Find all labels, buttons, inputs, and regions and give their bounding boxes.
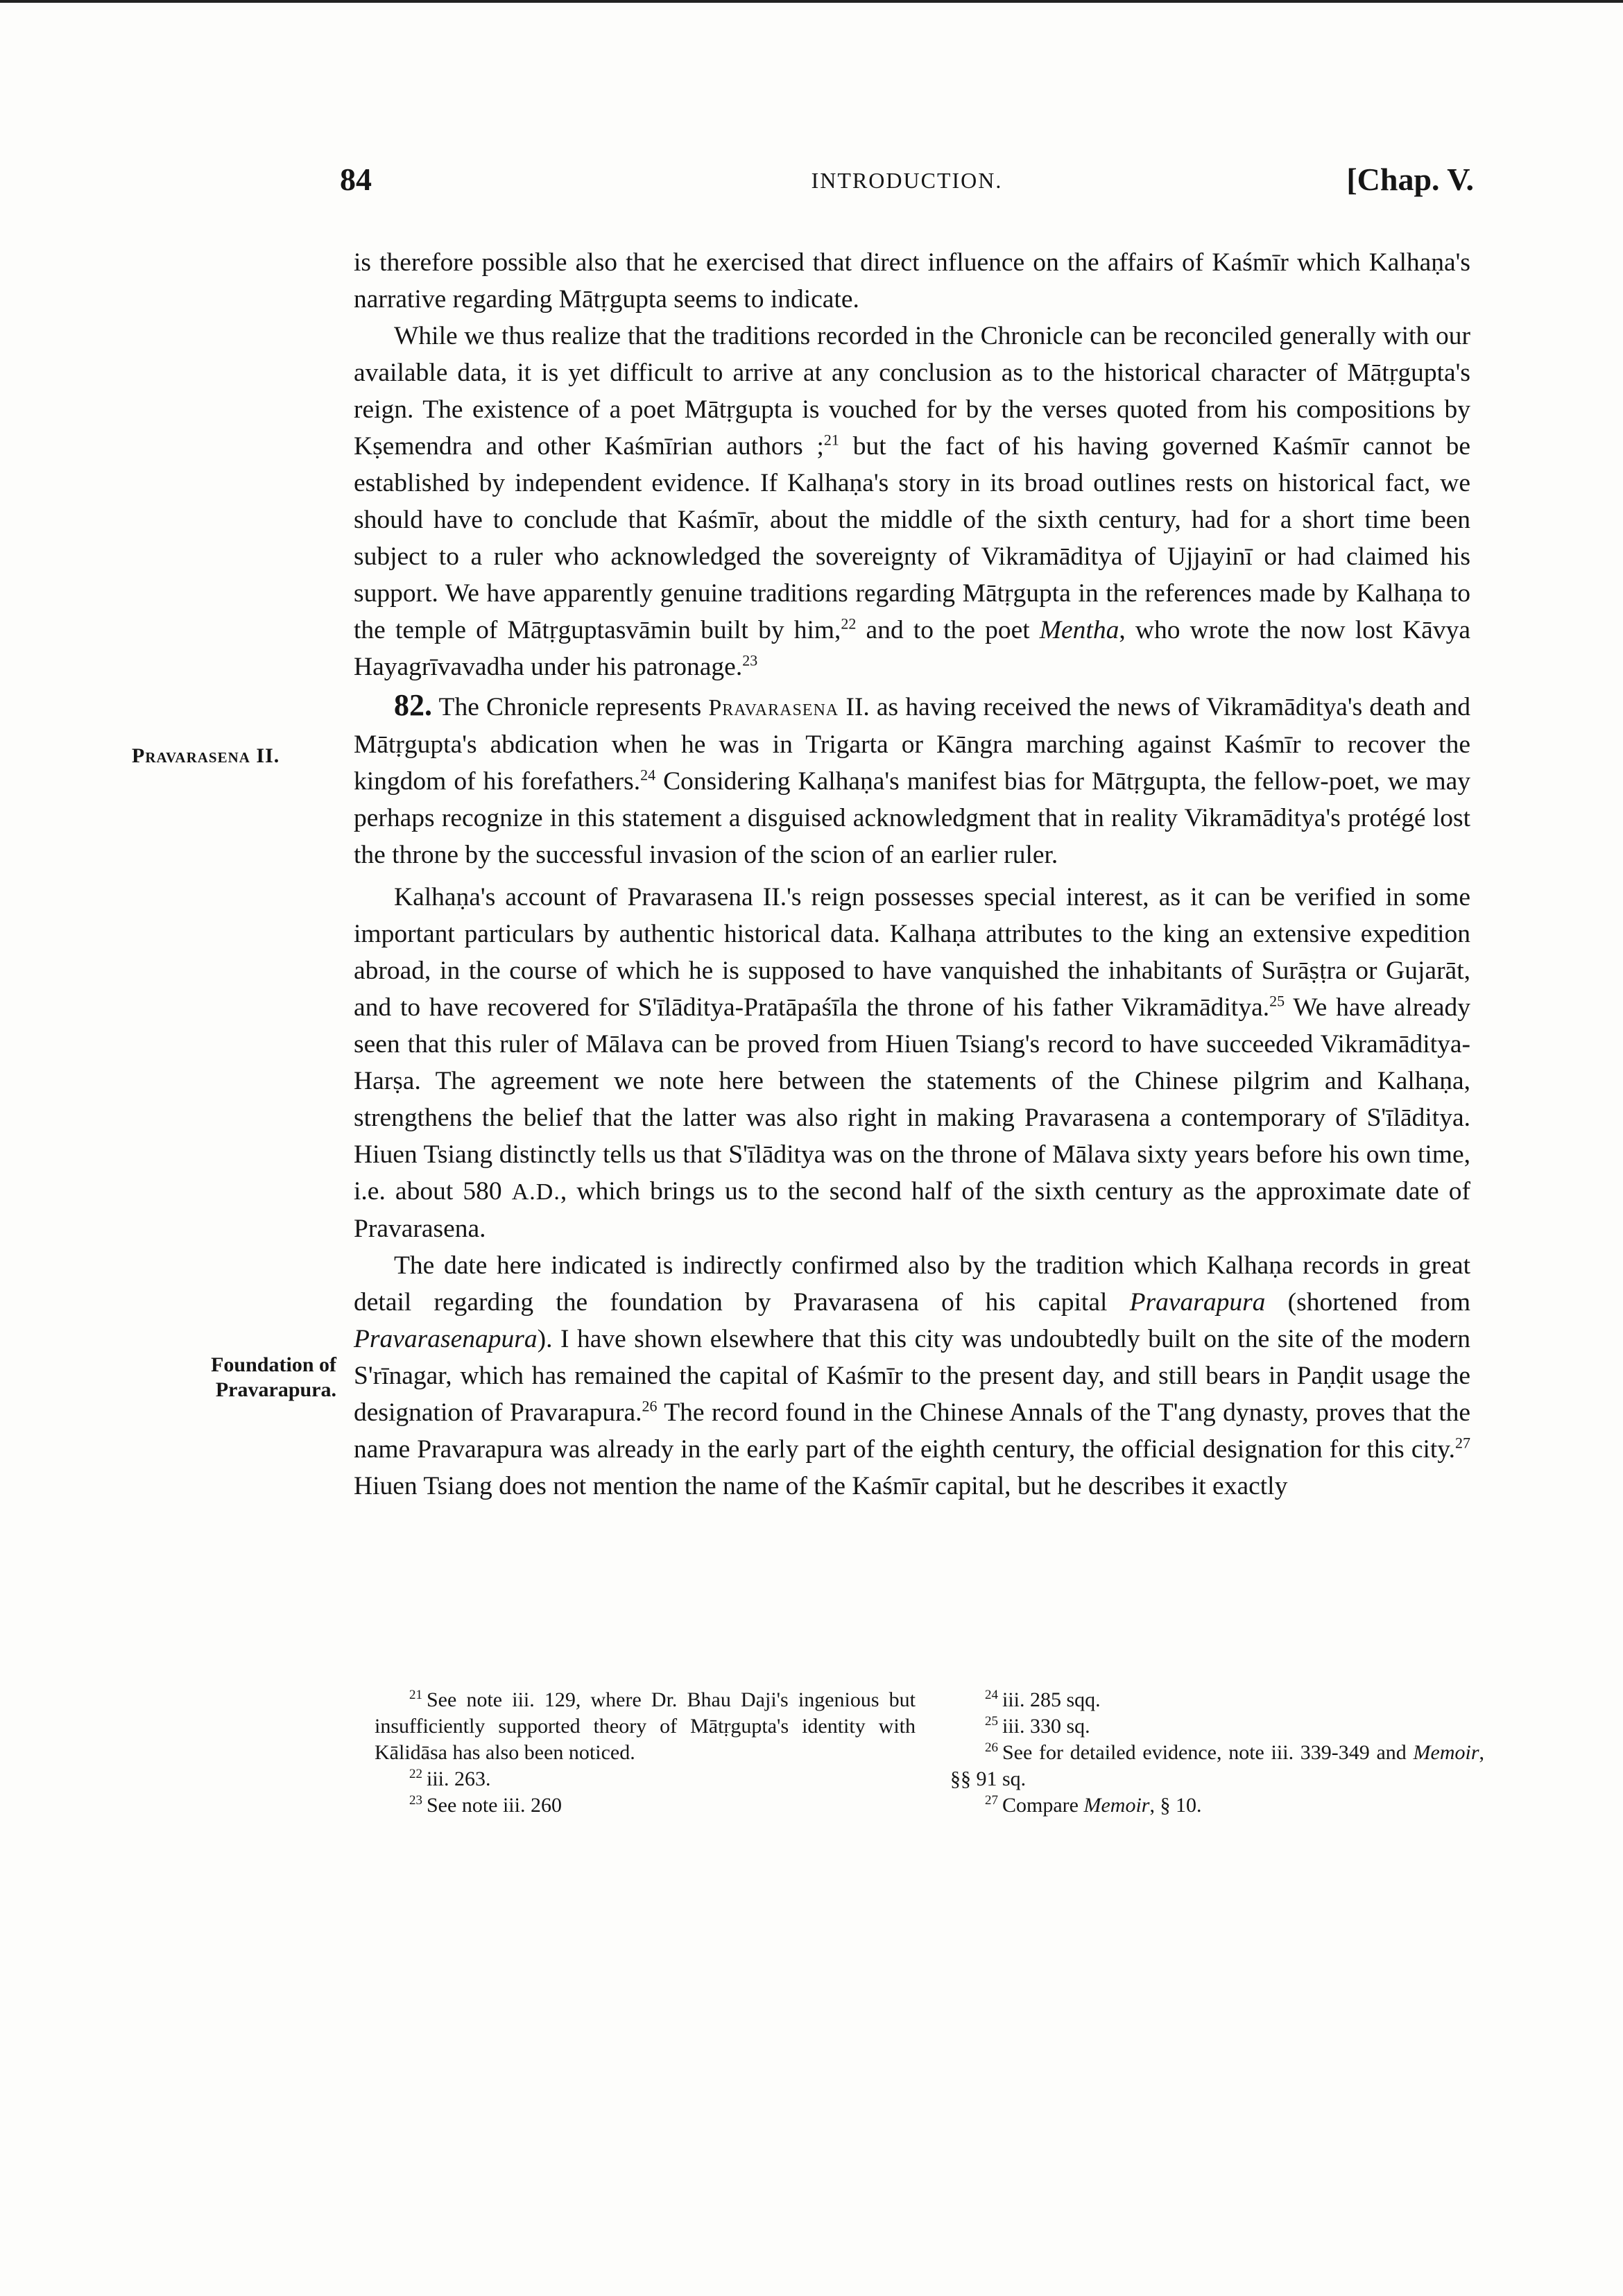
paragraph-text: Hiuen Tsiang does not mention the name of the Kaśmīr capital, but he describes it exactly bbox=[354, 1472, 1288, 1500]
footnotes-right-column bbox=[950, 1687, 1484, 1819]
italic-pravarapura: Pravarapura bbox=[1129, 1288, 1266, 1317]
footnote-text: , §§ 91 sq. bbox=[950, 1741, 1484, 1790]
side-note-foundation bbox=[132, 1353, 336, 1403]
paragraph-text: is therefore possible also that he exercised that direct influence on the affairs of Kaśmīr which Kalhaṇa's narrative regarding Mātṛgupta seems to indicate. bbox=[354, 248, 1470, 314]
footnote-23 bbox=[375, 1792, 916, 1819]
page-header bbox=[340, 161, 1474, 216]
footnote-25 bbox=[950, 1713, 1484, 1740]
running-title: INTRODUCTION. bbox=[811, 168, 1003, 193]
footnote-text: See note iii. 260 bbox=[427, 1794, 562, 1817]
footnote-mark: 23 bbox=[409, 1793, 422, 1808]
paragraph-text: Considering Kalhaṇa's manifest bias for Mātṛgupta, the fellow-poet, we may perhaps recognize in this statement a disguised acknowledgment that in reality Vikramāditya's protégé lost the throne by the successful invasion of the scion of an earlier ruler. bbox=[354, 767, 1471, 869]
paragraph-text: but the fact of his having governed Kaśmīr cannot be established by independent evidence. If Kalhaṇa's story in its broad outlines rests on historical fact, we should have to conclude that Kaśmīr, about the middle of the sixth century, had for a short time been subject to a ruler who acknowledged the sovereignty of Vikramāditya of Ujjayinī or had claimed his support. We have apparently genuine traditions regarding Mātṛgupta in the references made by Kalhaṇa to the temple of Mātṛguptasvāmin built by him, bbox=[354, 432, 1471, 644]
side-note-pravarasena: Pravarasena II. bbox=[132, 744, 280, 767]
page-top-edge bbox=[0, 0, 1623, 3]
footnote-text: iii. 285 sqq. bbox=[1002, 1688, 1101, 1711]
paragraph-text: ). I have shown elsewhere that this city was undoubtedly built on the site of the modern S'rīnagar, which has remained the capital of Kaśmīr to the present day, and still bears in Paṇḍit usage the designation of Pravarapura. bbox=[354, 1325, 1470, 1427]
footnote-ref-26[interactable]: 26 bbox=[642, 1397, 658, 1415]
footnote-27 bbox=[950, 1792, 1484, 1819]
paragraph-text: The record found in the Chinese Annals of the T'ang dynasty, proves that the name Pravarapura was already in the early part of the eighth century, the official designation for this city. bbox=[354, 1398, 1471, 1464]
paragraph-text: While we thus realize that the traditions recorded in the Chronicle can be reconciled generally with our available data, it is yet difficult to arrive at any conclusion as to the historical character of Mātṛgupta's reign. The existence of a poet Mātṛgupta is vouched for by the verses quoted from his compositions by Kṣemendra and other Kaśmīrian authors ; bbox=[354, 322, 1470, 461]
paragraph-text: and to the poet bbox=[856, 616, 1040, 644]
smallcaps-ad: A.D. bbox=[511, 1179, 560, 1205]
footnote-ref-23[interactable]: 23 bbox=[742, 651, 758, 669]
side-note-foundation-line2: Pravarapura. bbox=[215, 1378, 336, 1401]
page-number: 84 bbox=[340, 162, 372, 197]
footnote-ref-22[interactable]: 22 bbox=[841, 615, 857, 633]
paragraph-text: Kalhaṇa's account of Pravarasena II.'s reign possesses special interest, as it can be verified in some important particulars by authentic historical data. Kalhaṇa attributes to the king an extensive expedition abroad, in the course of which he is supposed to have vanquished the inhabitants of Surāṣṭra or Gujarāt, and to have recovered for S'īlāditya-Pratāpaśīla the throne of his father Vikramāditya. bbox=[354, 883, 1470, 1022]
footnote-24 bbox=[950, 1687, 1484, 1713]
side-note-foundation-line1: Foundation of bbox=[211, 1353, 336, 1376]
footnote-22 bbox=[375, 1766, 916, 1792]
paragraph-traditions bbox=[354, 318, 1470, 685]
italic-memoir: Memoir bbox=[1083, 1794, 1150, 1817]
paragraph-text: , who wrote the now lost Kāvya Hayagrīvavadha under his patronage. bbox=[354, 616, 1470, 681]
section-number: 82. bbox=[394, 688, 432, 722]
footnote-mark: 24 bbox=[985, 1688, 998, 1702]
footnote-text: iii. 330 sq. bbox=[1002, 1715, 1090, 1738]
footnote-mark: 27 bbox=[985, 1793, 998, 1808]
paragraph-text: We have already seen that this ruler of Mālava can be proved from Hiuen Tsiang's record to have succeeded Vikramāditya-Harṣa. The agreement we note here between the statements of the Chinese pilgrim and Kalhaṇa, strengthens the belief that the latter was also right in making Pravarasena a contemporary of S'īlāditya. Hiuen Tsiang distinctly tells us that S'īlāditya was on the throne of Mālava sixty years before his own time, i.e. about 580 bbox=[354, 993, 1470, 1206]
paragraph-foundation bbox=[354, 1247, 1470, 1505]
footnote-text: iii. 263. bbox=[427, 1767, 491, 1790]
footnote-mark: 22 bbox=[409, 1767, 422, 1781]
smallcaps-pravarasena: Pravarasena bbox=[708, 695, 839, 721]
italic-pravarasenapura: Pravarasenapura bbox=[354, 1325, 538, 1353]
footnote-text: See note iii. 129, where Dr. Bhau Daji's ingenious but insufficiently supported theory of Mātṛgupta's identity with Kālidāsa has also been noticed. bbox=[375, 1688, 916, 1764]
paragraph-text: The date here indicated is indirectly confirmed also by the tradition which Kalhaṇa records in great detail regarding the foundation by Pravarasena of his capital bbox=[354, 1251, 1470, 1317]
footnote-ref-24[interactable]: 24 bbox=[640, 766, 656, 784]
paragraph-text: The Chronicle represents bbox=[432, 693, 709, 721]
italic-memoir: Memoir bbox=[1413, 1741, 1479, 1764]
paragraph-82 bbox=[354, 687, 1470, 873]
footnote-ref-21[interactable]: 21 bbox=[823, 431, 839, 449]
footnote-mark: 25 bbox=[985, 1714, 998, 1729]
footnote-mark: 26 bbox=[985, 1740, 998, 1755]
paragraph-account bbox=[354, 879, 1470, 1247]
footnote-ref-27[interactable]: 27 bbox=[1455, 1434, 1470, 1452]
paragraph-text: (shortened from bbox=[1265, 1288, 1470, 1317]
footnotes-left-column bbox=[375, 1687, 916, 1819]
footnote-ref-25[interactable]: 25 bbox=[1269, 992, 1285, 1010]
paragraph-continuation bbox=[354, 244, 1470, 318]
chapter-label: [Chap. V. bbox=[1346, 162, 1474, 197]
paragraph-text: II. as having received the news of Vikramāditya's death and Mātṛgupta's abdication when he was in Trigarta or Kāngra marching against Kaśmīr to recover the kingdom of his forefathers. bbox=[354, 693, 1470, 796]
footnote-mark: 21 bbox=[409, 1688, 422, 1702]
footnote-21 bbox=[375, 1687, 916, 1766]
paragraph-text: , which brings us to the second half of the sixth century as the approximate date of Pravarasena. bbox=[354, 1177, 1470, 1243]
footnote-26 bbox=[950, 1740, 1484, 1792]
footnote-text: See for detailed evidence, note iii. 339-349 and bbox=[1002, 1741, 1414, 1764]
body-text bbox=[354, 244, 1470, 1505]
footnote-text: , § 10. bbox=[1149, 1794, 1202, 1817]
italic-mentha: Mentha bbox=[1039, 616, 1119, 644]
footnote-text: Compare bbox=[1002, 1794, 1084, 1817]
